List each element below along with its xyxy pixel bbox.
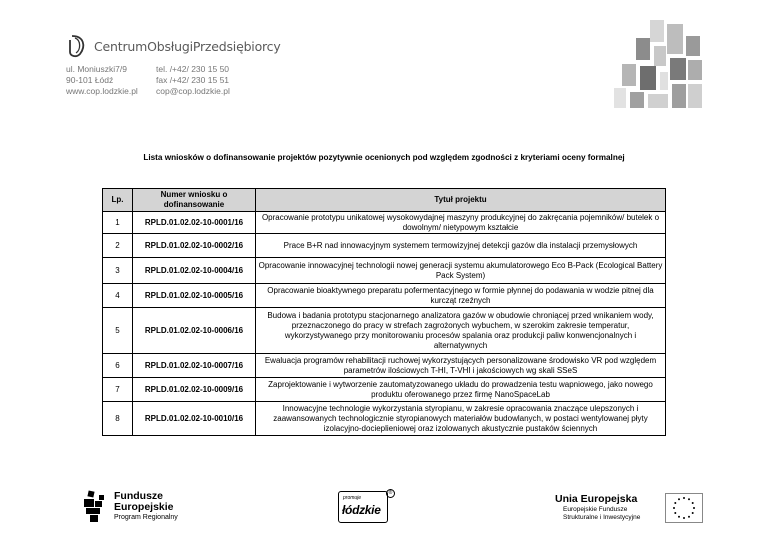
cell-numer: RPLD.01.02.02-10-0007/16 [133,354,256,378]
column-header-numer: Numer wniosku o dofinansowanie [133,189,256,212]
table-row [103,354,666,378]
fundusze-europejskie-icon [82,489,108,523]
table-row [103,212,666,234]
email-link[interactable]: cop@cop.lodzkie.pl [156,86,230,96]
cell-tytul: Innowacyjne technologie wykorzystania styropianu, w zakresie opracowania znaczące ulepszonych i zaawansowanych technologicznie styropianowych materiałów budowlanych, w postaci wentylowanej płyty izolacyjno-docieplieniowej oraz izolowanych akustycznie pustaków ściennych [256,402,666,436]
table-row [103,308,666,354]
eu-flag-icon [665,493,703,523]
building-graphic [612,16,704,112]
fe-line2: Europejskie [114,500,174,513]
cell-tytul: Opracowanie bioaktywnego preparatu pofermentacyjnego w formie płynnej do podawania w wodzie pitnej dla kurcząt rzeźnych [256,284,666,308]
cop-logo-icon [66,34,88,58]
ue-line2: Europejskie Fundusze [563,506,628,513]
document-title: Lista wniosków o dofinansowanie projektów pozytywnie ocenionych pod względem zgodności z kryteriami oceny formalnej [143,153,625,162]
fundusze-europejskie-logo [82,489,178,523]
address-line: ul. Moniuszki7/9 [66,64,127,74]
ue-line1: Unia Europejska [555,493,638,505]
cell-numer: RPLD.01.02.02-10-0006/16 [133,308,256,354]
cell-numer: RPLD.01.02.02-10-0010/16 [133,402,256,436]
cell-numer: RPLD.01.02.02-10-0002/16 [133,234,256,258]
eu-logo-text [555,493,640,522]
website-link[interactable]: www.cop.lodzkie.pl [66,86,138,96]
registered-mark-icon: ® [386,489,395,498]
phone-line: tel. /+42/ 230 15 50 [156,64,230,74]
cell-tytul: Budowa i badania prototypu stacjonarnego analizatora gazów w obudowie chroniącej przed wnikaniem wody, przeznaczonego do pracy w strefach zagrożonych wybuchem, w szerokim zakresie temperatur, wykorzystywanego przy monitorowaniu procesów spalania oraz produkcji paliw konwencjonalnych i alternatywnych [256,308,666,354]
column-header-tytul: Tytuł projektu [256,189,666,212]
projects-table [102,188,666,436]
cell-numer: RPLD.01.02.02-10-0004/16 [133,258,256,284]
contact-block [156,64,230,97]
table-row [103,378,666,402]
cell-numer: RPLD.01.02.02-10-0005/16 [133,284,256,308]
cell-numer: RPLD.01.02.02-10-0009/16 [133,378,256,402]
fax-line: fax /+42/ 230 15 51 [156,75,230,85]
cop-logo-text: CentrumObsługiPrzedsiębiorcy [94,38,281,54]
cell-lp: 2 [103,234,133,258]
cell-tytul: Zaprojektowanie i wytworzenie zautomatyzowanego układu do prowadzenia testu wapniowego, jako nowego produktu oferowanego przez firmę NanoSpaceLab [256,378,666,402]
cell-tytul: Opracowanie prototypu unikatowej wysokowydajnej maszyny produkcyjnej do zakręcania pojemników/ butelek o dowolnym/ nietypowym kształcie [256,212,666,234]
cell-tytul: Prace B+R nad innowacyjnym systemem termowizyjnej detekcji gazów dla instalacji przemysłowych [256,234,666,258]
cell-lp: 1 [103,212,133,234]
fe-line1: Fundusze [114,489,163,502]
lodzkie-small-text: promuje [343,495,362,501]
table-row [103,234,666,258]
table-row [103,258,666,284]
cell-numer: RPLD.01.02.02-10-0001/16 [133,212,256,234]
cop-logo [66,34,281,58]
table-header-row [103,189,666,212]
address-block [66,64,138,97]
ue-line3: Strukturalne i Inwestycyjne [563,514,641,521]
table-row [103,284,666,308]
cell-tytul: Opracowanie innowacyjnej technologii nowej generacji systemu akumulatorowego Eco B-Pack (Ecological Battery Pack System) [256,258,666,284]
column-header-lp: Lp. [103,189,133,212]
address-line: 90-101 Łódź [66,75,114,85]
cell-lp: 4 [103,284,133,308]
cell-lp: 7 [103,378,133,402]
cell-lp: 8 [103,402,133,436]
table-row [103,402,666,436]
cell-lp: 5 [103,308,133,354]
cell-lp: 3 [103,258,133,284]
cell-lp: 6 [103,354,133,378]
lodzkie-logo [338,491,388,523]
fe-line3: Program Regionalny [114,513,178,521]
cell-tytul: Ewaluacja programów rehabilitacji ruchowej wykorzystujących personalizowane środowisko VR pod względem parametrów ilościowych T-HI, T-VHI i jakościowych wg skali SSeS [256,354,666,378]
lodzkie-big-text: łódzkie [342,503,381,517]
